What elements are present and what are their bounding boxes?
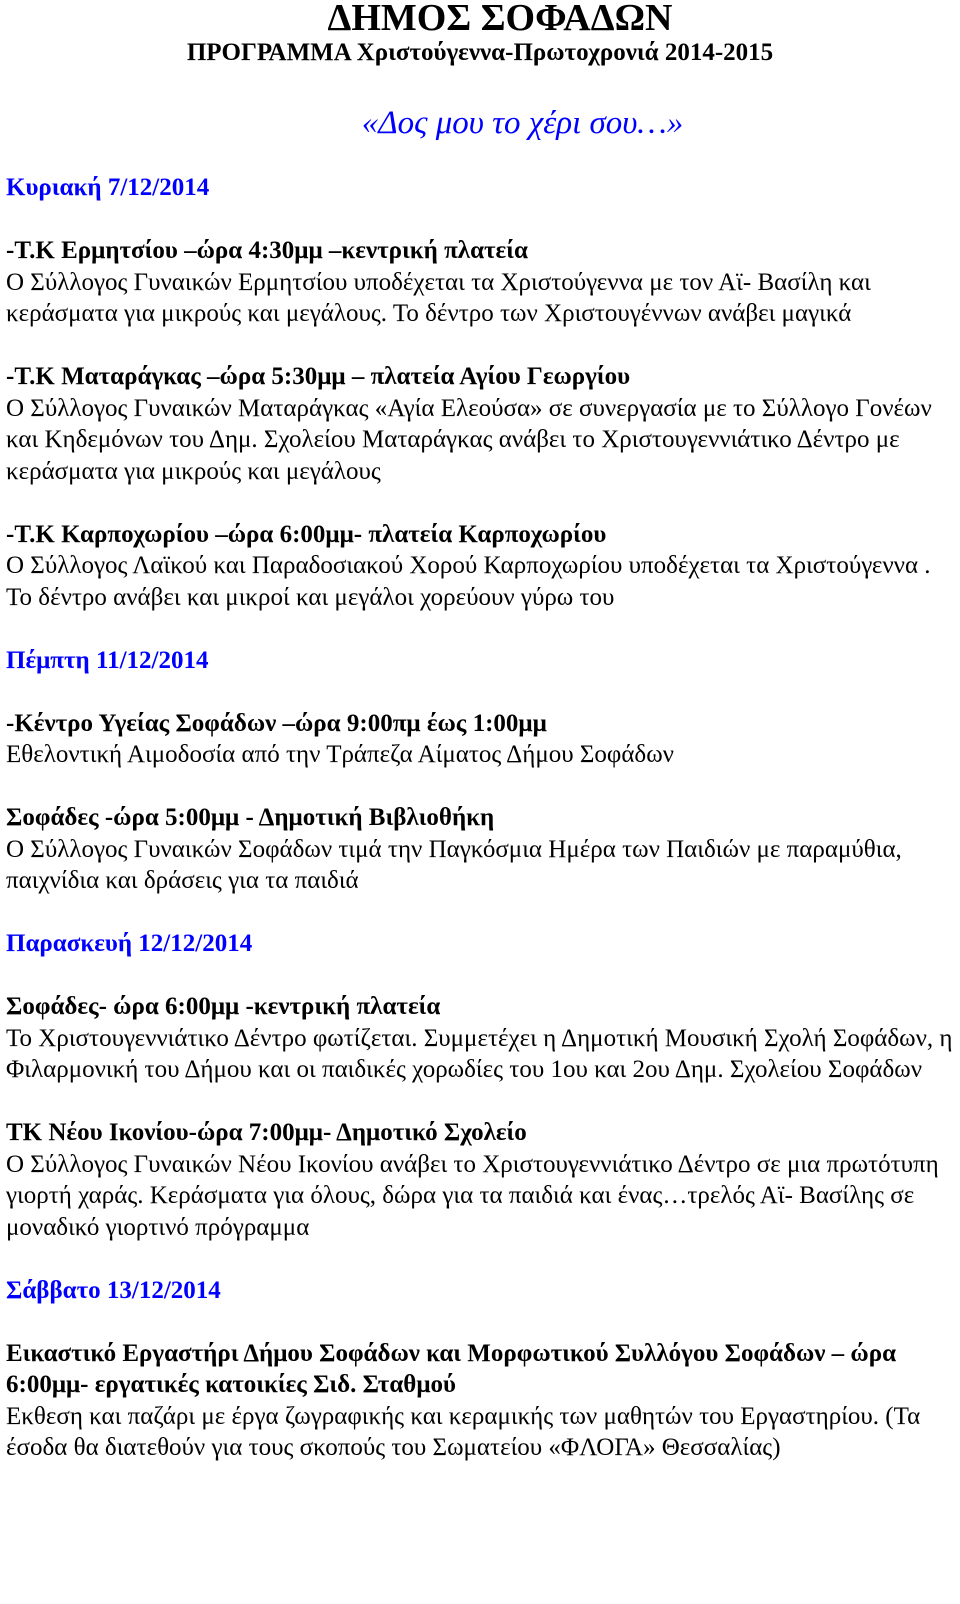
- page-title: ΔΗΜΟΣ ΣΟΦΑΔΩΝ: [327, 0, 673, 39]
- event-heading: Σοφάδες -ώρα 5:00μμ - Δημοτική Βιβλιοθήκη: [6, 804, 495, 831]
- event-heading: -Κέντρο Υγείας Σοφάδων –ώρα 9:00πμ έως 1:00μμ: [6, 709, 547, 737]
- event-heading: -Τ.Κ Ματαράγκας –ώρα 5:30μμ – πλατεία Αγίου Γεωργίου: [6, 363, 631, 390]
- day-heading: Κυριακή 7/12/2014: [6, 174, 210, 201]
- program-content: [6, 172, 956, 1464]
- day-heading: Παρασκευή 12/12/2014: [6, 930, 253, 957]
- event-description: Ο Σύλλογος Γυναικών Σοφάδων τιμά την Παγκόσμια Ημέρα των Παιδιών με παραμύθια, παιχνίδια και δράσεις για τα παιδιά: [6, 835, 902, 894]
- event-heading: -Τ.Κ Καρποχωρίου –ώρα 6:00μμ- πλατεία Καρποχωρίου: [6, 520, 607, 548]
- event-description: Εκθεση και παζάρι με έργα ζωγραφικής και κεραμικής των μαθητών του Εργαστηρίου. (Τα έσοδα θα διατεθούν για τους σκοπούς του Σωματείου «ΦΛΟΓΑ» Θεσσαλίας): [6, 1402, 921, 1461]
- event-description: Το Χριστουγεννιάτικο Δέντρο φωτίζεται. Συμμετέχει η Δημοτική Μουσική Σχολή Σοφάδων, η Φιλαρμονική του Δήμου και οι παιδικές χορωδίες του 1ου και 2ου Δημ. Σχολείου Σοφάδων: [6, 1024, 953, 1083]
- event-description: Ο Σύλλογος Γυναικών Νέου Ικονίου ανάβει το Χριστουγεννιάτικο Δέντρο σε μια πρωτότυπη γιορτή χαράς. Κεράσματα για όλους, δώρα για τα παιδιά και ένας…τρελός Αϊ- Βασίλης σε μοναδικό γιορτινό πρόγραμμα: [6, 1150, 939, 1241]
- event-heading: -Τ.Κ Ερμητσίου –ώρα 4:30μμ –κεντρική πλατεία: [6, 237, 528, 264]
- day-heading: Σάββατο 13/12/2014: [6, 1276, 221, 1304]
- event-description: Ο Σύλλογος Λαϊκού και Παραδοσιακού Χορού Καρποχωρίου υποδέχεται τα Χριστούγεννα . Το δέντρο ανάβει και μικροί και μεγάλοι χορεύουν γύρω του: [6, 552, 931, 611]
- motto: «Δος μου το χέρι σου…»: [361, 105, 684, 141]
- event-description: Ο Σύλλογος Γυναικών Ερμητσίου υποδέχεται τα Χριστούγεννα με τον Αϊ- Βασίλη και κεράσματα για μικρούς και μεγάλους. Το δέντρο των Χριστουγέννων ανάβει μαγικά: [6, 268, 871, 327]
- event-description: Εθελοντική Αιμοδοσία από την Τράπεζα Αίματος Δήμου Σοφάδων: [6, 741, 674, 768]
- event-description: Ο Σύλλογος Γυναικών Ματαράγκας «Αγία Ελεούσα» σε συνεργασία με το Σύλλογο Γονέων και Κηδεμόνων του Δημ. Σχολείου Ματαράγκας ανάβει το Χριστουγεννιάτικο Δέντρο με κεράσματα για μικρούς και μεγάλους: [6, 394, 932, 485]
- event-heading: ΤΚ Νέου Ικονίου-ώρα 7:00μμ- Δημοτικό Σχολείο: [6, 1119, 527, 1146]
- page-subtitle: ΠΡΟΓΡΑΜΜΑ Χριστούγεννα-Πρωτοχρονιά 2014-2015: [186, 39, 774, 66]
- event-heading: Εικαστικό Εργαστήρι Δήμου Σοφάδων και Μορφωτικού Συλλόγου Σοφάδων – ώρα 6:00μμ- εργατικές κατοικίες Σιδ. Σταθμού: [6, 1339, 897, 1398]
- event-heading: Σοφάδες- ώρα 6:00μμ -κεντρική πλατεία: [6, 993, 441, 1020]
- day-heading: Πέμπτη 11/12/2014: [6, 646, 209, 674]
